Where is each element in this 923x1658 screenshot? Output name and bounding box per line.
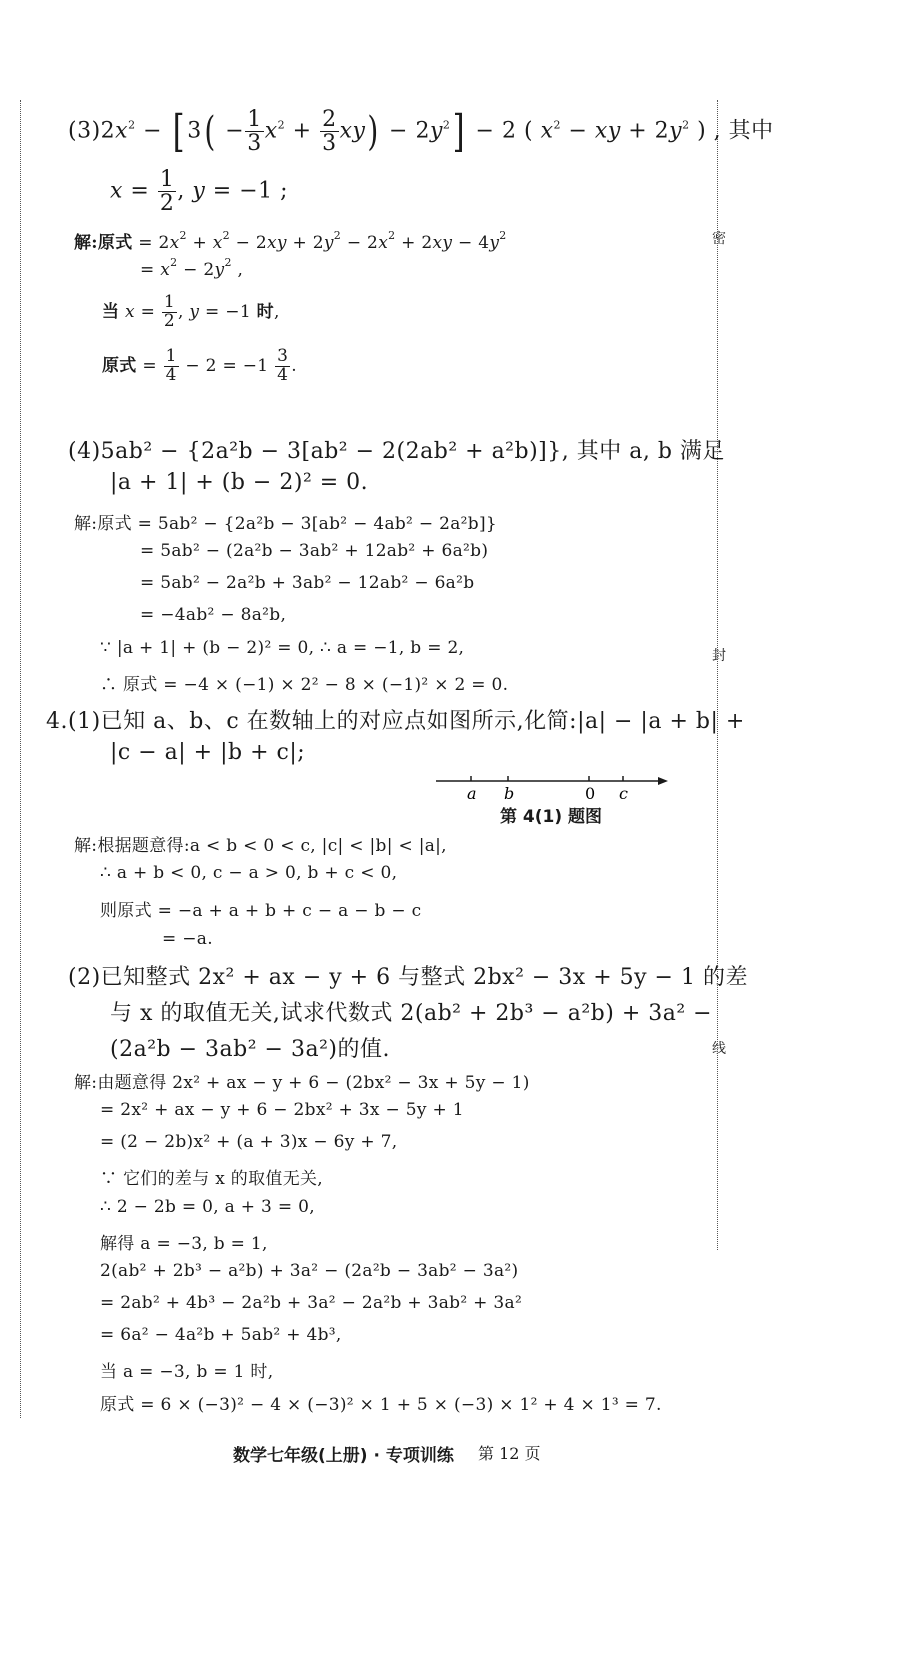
problem-4-1-solution-3: 则原式 = −a + a + b + c − a − b − c xyxy=(100,901,422,921)
problem-3-solution-2: = $x^2 - 2y^2$ , xyxy=(140,256,244,280)
problem-4-solution-1: 解:原式 = 5ab² − {2a²b − 3[ab² − 4ab² − 2a²b]} xyxy=(74,514,498,534)
number-line-arrow xyxy=(658,777,668,785)
label-zero: 0 xyxy=(585,784,596,803)
problem-4-2-solution-11: 原式 = 6 × (−3)² − 4 × (−3)² × 1 + 5 × (−3) × 1² + 4 × 1³ = 7. xyxy=(100,1395,662,1415)
problem-4-2-solution-6: 解得 a = −3, b = 1, xyxy=(100,1234,268,1254)
problem-3-solution-1: 解:原式 = $2x^2 + x^2 - 2xy + 2y^2 - 2x^2 + 2xy - 4y^2$ xyxy=(74,229,507,253)
figure-caption: 第 4(1) 题图 xyxy=(500,807,603,827)
problem-4-2-solution-5: ∴ 2 − 2b = 0, a + 3 = 0, xyxy=(100,1197,315,1217)
problem-4-1-solution-1: 解:根据题意得:a < b < 0 < c, |c| < |b| < |a|, xyxy=(74,836,447,856)
number-line-figure xyxy=(430,770,675,804)
label-a: a xyxy=(467,784,477,803)
problem-3-solution-4: 原式 = $\frac{1}{4}$ − 2 = −1 $\frac{3}{4}$ . xyxy=(102,346,297,385)
problem-4-solution-2: = 5ab² − (2a²b − 3ab² + 12ab² + 6a²b) xyxy=(140,541,489,561)
problem-4-line-1: (4)5ab² − {2a²b − 3[ab² − 2(2ab² + a²b)]}, 其中 a, b 满足 xyxy=(68,439,725,464)
problem-4-1-solution-4: = −a. xyxy=(162,929,213,949)
problem-4-2-solution-10: 当 a = −3, b = 1 时, xyxy=(100,1362,274,1382)
left-border-line xyxy=(20,100,21,1418)
problem-4-1-solution-2: ∴ a + b < 0, c − a > 0, b + c < 0, xyxy=(100,863,398,883)
label-c: c xyxy=(619,784,628,803)
problem-4-2-solution-3: = (2 − 2b)x² + (a + 3)x − 6y + 7, xyxy=(100,1132,398,1152)
label-b: b xyxy=(504,784,515,803)
problem-4-2-solution-7: 2(ab² + 2b³ − a²b) + 3a² − (2a²b − 3ab² − 3a²) xyxy=(100,1261,519,1281)
problem-4-solution-5: ∵ |a + 1| + (b − 2)² = 0, ∴ a = −1, b = 2, xyxy=(100,638,465,658)
problem-4-solution-4: = −4ab² − 8a²b, xyxy=(140,605,287,625)
problem-4-solution-3: = 5ab² − 2a²b + 3ab² − 12ab² − 6a²b xyxy=(140,573,475,593)
footer-page-number: 第 12 页 xyxy=(478,1444,541,1463)
problem-4-2-line-2: 与 x 的取值无关,试求代数式 2(ab² + 2b³ − a²b) + 3a² − xyxy=(110,1001,713,1026)
margin-mark-xian: 线 xyxy=(712,1041,726,1057)
binding-line xyxy=(717,100,718,1250)
margin-mark-feng: 封 xyxy=(712,648,726,664)
problem-3-suffix: 其中 xyxy=(728,118,774,144)
problem-4-2-solution-9: = 6a² − 4a²b + 5ab² + 4b³, xyxy=(100,1325,342,1345)
problem-3-line-2: x = $\frac{1}{2}$ , y = −1 ; xyxy=(110,167,289,217)
footer-book-title: 数学七年级(上册) · 专项训练 xyxy=(233,1446,454,1466)
problem-3-line-1: $(3)2x^2$ − [ 3( − $\frac{1}{3}$ $x^2$ + $\frac{2}{3}$ $xy) - 2y^2] - 2$ ( $x^2$ − xy + $2y^2$ ) , 其中 xyxy=(68,105,774,157)
problem-4-2-solution-2: = 2x² + ax − y + 6 − 2bx² + 3x − 5y + 1 xyxy=(100,1100,464,1120)
problem-4-2-line-1: (2)已知整式 2x² + ax − y + 6 与整式 2bx² − 3x + 5y − 1 的差 xyxy=(68,965,748,990)
problem-3-solution-3: 当 x = $\frac{1}{2}$ , y = −1 时, xyxy=(102,292,280,331)
problem-4-1-line-1: 4.(1)已知 a、b、c 在数轴上的对应点如图所示,化简:|a| − |a + b| + xyxy=(46,709,745,734)
problem-4-2-solution-1: 解:由题意得 2x² + ax − y + 6 − (2bx² − 3x + 5y − 1) xyxy=(74,1073,530,1093)
problem-4-1-line-2: |c − a| + |b + c|; xyxy=(110,740,306,765)
margin-mark-mi: 密 xyxy=(712,231,726,247)
problem-4-line-2: |a + 1| + (b − 2)² = 0. xyxy=(110,470,369,495)
problem-4-2-line-3: (2a²b − 3ab² − 3a²)的值. xyxy=(110,1037,390,1062)
problem-4-solution-6: ∴ 原式 = −4 × (−1) × 2² − 8 × (−1)² × 2 = 0. xyxy=(100,675,509,695)
problem-4-2-solution-4: ∵ 它们的差与 x 的取值无关, xyxy=(100,1169,324,1189)
problem-4-2-solution-8: = 2ab² + 4b³ − 2a²b + 3a² − 2a²b + 3ab² + 3a² xyxy=(100,1293,523,1313)
